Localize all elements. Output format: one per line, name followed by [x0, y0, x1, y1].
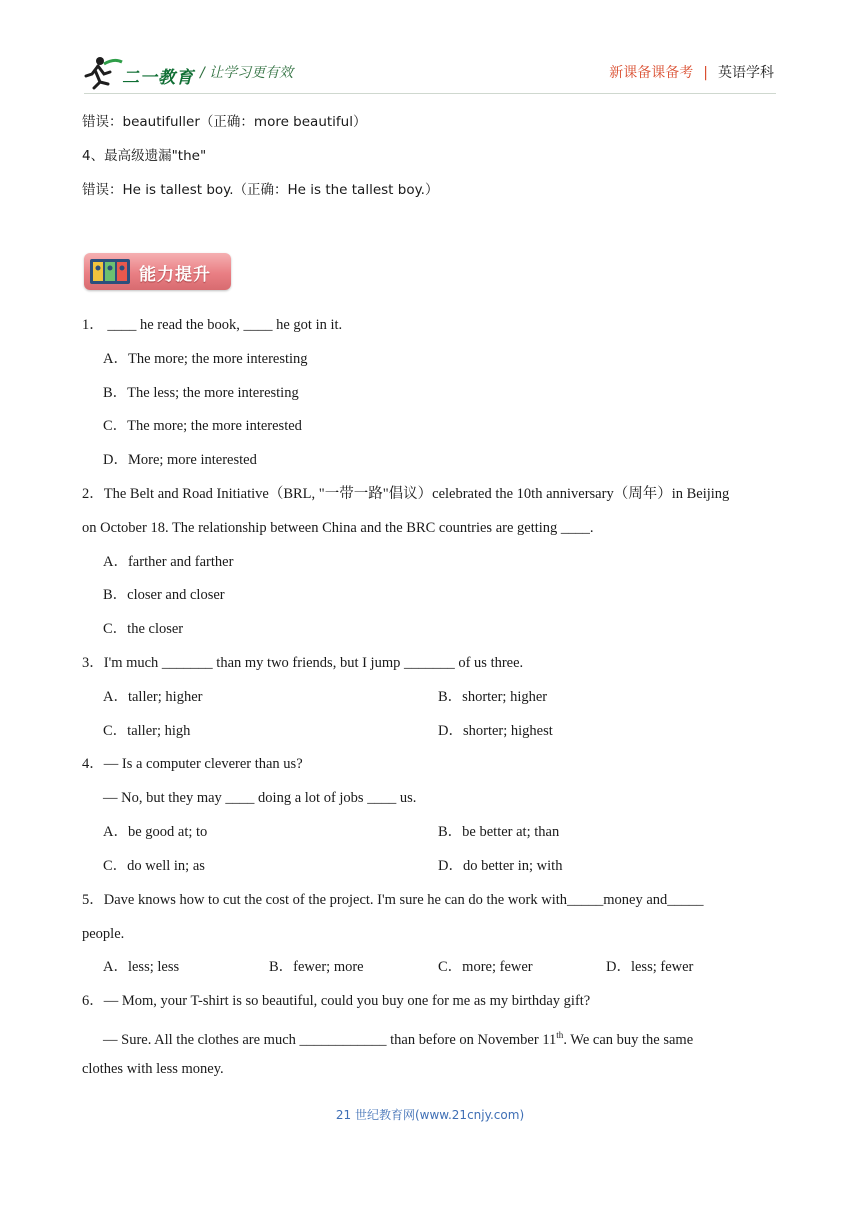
q4-option-a: A．be good at; to: [103, 824, 208, 840]
q6-stem-line-2-tail: . We can buy the same: [563, 1031, 694, 1048]
q4-stem-line-2: — No, but they may ____ doing a lot of jobs ____ us.: [103, 790, 417, 806]
q5-option-a: A．less; less: [103, 959, 180, 975]
header-course-label: 新课备课备考: [609, 65, 694, 81]
q5-option-c: C．more; fewer: [438, 959, 533, 975]
q5-option-d: D．less; fewer: [606, 959, 694, 975]
q2-stem-line-1: 2．The Belt and Road Initiative（BRL, "一带一路"倡议）celebrated the 10th anniversary（周年）in Beijing: [82, 486, 730, 502]
q4-option-d: D．do better in; with: [438, 858, 563, 874]
q1-stem: 1． ____ he read the book, ____ he got in it.: [82, 317, 343, 333]
q1-option-d: D．More; more interested: [103, 452, 257, 468]
header-slogan: / 让学习更有效: [200, 65, 294, 81]
q4-option-b: B．be better at; than: [438, 824, 560, 840]
intro-error-1: 错误：beautifuller（正确：more beautiful）: [82, 114, 367, 130]
q4-stem-line-1: 4．— Is a computer cleverer than us?: [82, 756, 303, 772]
q3-stem: 3．I'm much _______ than my two friends, but I jump _______ of us three.: [82, 655, 524, 671]
q1-option-b: B．The less; the more interesting: [103, 385, 299, 401]
q5-stem-line-1: 5．Dave knows how to cut the cost of the project. I'm sure he can do the work with_____money and_____: [82, 892, 704, 908]
header-subject-label: 英语学科: [718, 65, 774, 81]
intro-rule-4: 4、最高级遗漏"the": [82, 148, 207, 164]
q5-stem-line-2: people.: [82, 926, 125, 942]
section-badge: [84, 253, 231, 290]
page-header: [0, 0, 860, 95]
q4-option-c: C．do well in; as: [103, 858, 205, 874]
header-subject: [609, 62, 774, 82]
q3-option-a: A．taller; higher: [103, 689, 203, 705]
logo-text: 二一教育: [122, 68, 194, 88]
q2-stem-line-2: on October 18. The relationship between China and the BRC countries are getting ____.: [82, 520, 594, 536]
q2-option-c: C．the closer: [103, 621, 184, 637]
q3-option-b: B．shorter; higher: [438, 689, 548, 705]
q2-option-b: B．closer and closer: [103, 587, 225, 603]
q3-option-d: D．shorter; highest: [438, 723, 553, 739]
people-board-icon: [90, 259, 130, 284]
q1-option-a: A．The more; the more interesting: [103, 351, 308, 367]
q6-stem-line-2-text: — Sure. All the clothes are much ____________ than before on November 11: [103, 1031, 557, 1048]
q6-stem-line-3: clothes with less money.: [82, 1061, 224, 1077]
page-footer: 21 世纪教育网(www.21cnjy.com): [335, 1108, 525, 1122]
intro-error-2: 错误：He is tallest boy.（正确：He is the tallest boy.）: [82, 182, 439, 198]
q6-stem-line-2: [103, 1025, 693, 1050]
q5-option-b: B．fewer; more: [269, 959, 364, 975]
q1-option-c: C．The more; the more interested: [103, 418, 302, 434]
q6-ordinal-suffix: th: [556, 1030, 564, 1040]
q6-stem-line-1: 6．— Mom, your T-shirt is so beautiful, could you buy one for me as my birthday gift?: [82, 993, 591, 1009]
header-divider: [84, 93, 776, 94]
q3-option-c: C．taller; high: [103, 723, 191, 739]
q2-option-a: A．farther and farther: [103, 554, 234, 570]
header-separator: |: [703, 65, 708, 81]
section-title: 能力提升: [139, 265, 211, 285]
